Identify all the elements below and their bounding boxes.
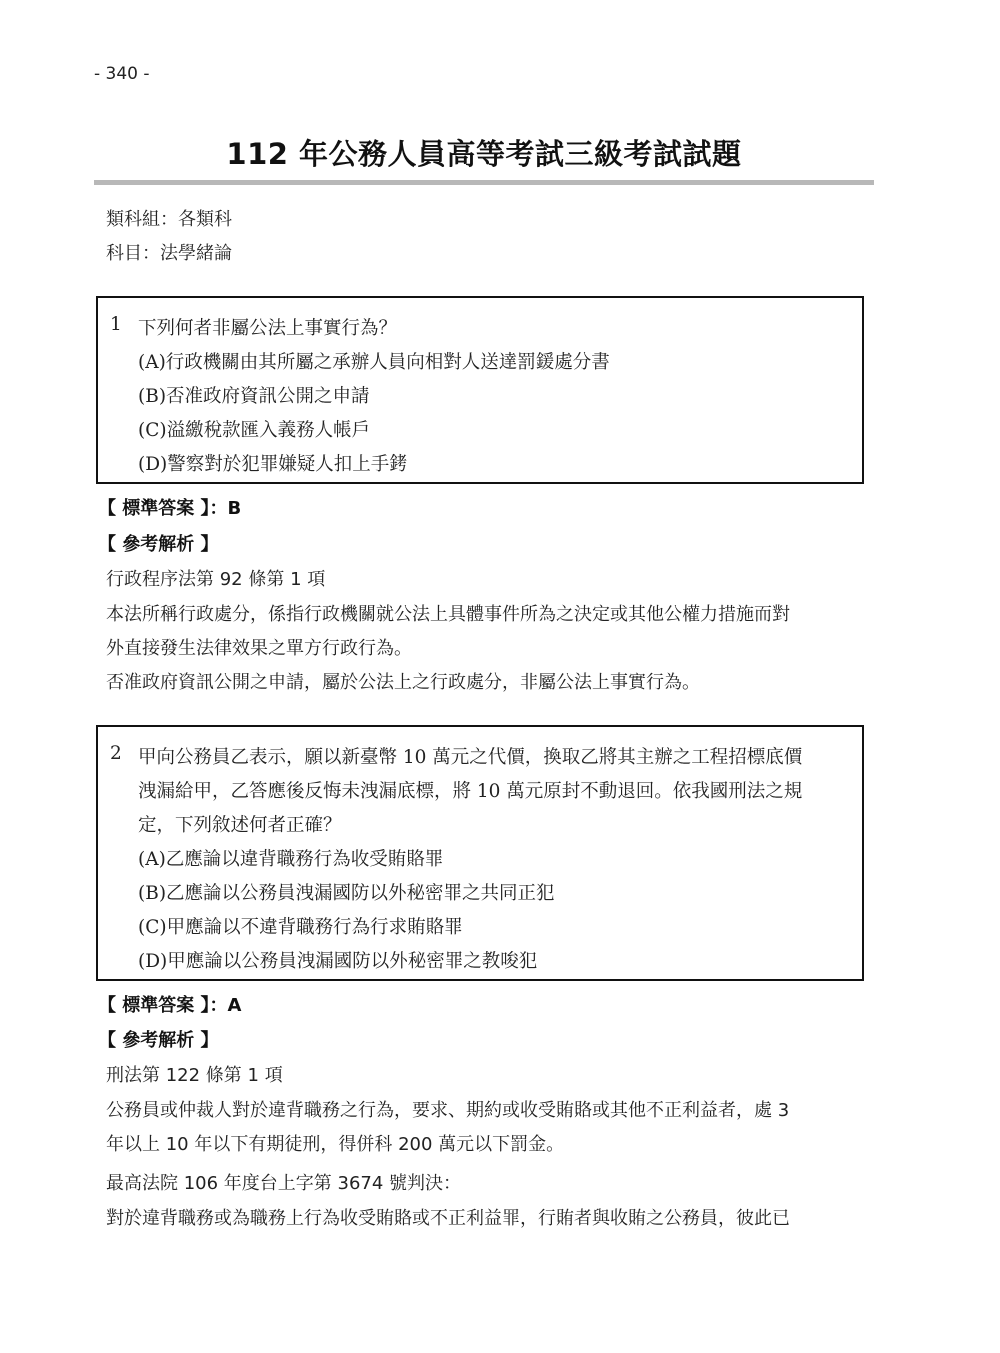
option-c: (C)溢繳稅款匯入義務人帳戶 xyxy=(138,420,371,441)
category-line: 類科組：各類科 xyxy=(106,209,232,230)
analysis-line: 否准政府資訊公開之申請，屬於公法上之行政處分，非屬公法上事實行為。 xyxy=(106,672,700,693)
analysis-line: 年以上 10 年以下有期徒刑，得併科 200 萬元以下罰金。 xyxy=(106,1134,565,1155)
question-stem: 下列何者非屬公法上事實行為？ xyxy=(138,318,398,339)
option-c: (C)甲應論以不違背職務行為行求賄賂罪 xyxy=(138,917,463,938)
question-number: 1 xyxy=(110,314,122,335)
page-number: - 340 - xyxy=(94,64,150,84)
option-a: (A)行政機關由其所屬之承辦人員向相對人送達罰鍰處分書 xyxy=(138,352,610,373)
question-number: 2 xyxy=(110,743,122,764)
analysis-line: 對於違背職務或為職務上行為收受賄賂或不正利益罪，行賄者與收賄之公務員，彼此已 xyxy=(106,1208,790,1229)
analysis-line: 公務員或仲裁人對於違背職務之行為，要求、期約或收受賄賂或其他不正利益者，處 3 xyxy=(106,1100,790,1121)
analysis-line: 刑法第 122 條第 1 項 xyxy=(106,1065,283,1086)
subject-line: 科目：法學緒論 xyxy=(106,243,232,264)
title-rule xyxy=(94,180,874,185)
option-a: (A)乙應論以違背職務行為收受賄賂罪 xyxy=(138,849,444,870)
question-stem: 甲向公務員乙表示，願以新臺幣 10 萬元之代價，換取乙將其主辦之工程招標底價 xyxy=(138,747,803,768)
option-d: (D)警察對於犯罪嫌疑人扣上手銬 xyxy=(138,454,408,475)
analysis-label: 【 參考解析 】 xyxy=(98,534,219,555)
analysis-line: 外直接發生法律效果之單方行政行為。 xyxy=(106,638,412,659)
question-stem: 定，下列敘述何者正確？ xyxy=(138,815,342,836)
option-b: (B)否准政府資訊公開之申請 xyxy=(138,386,370,407)
analysis-line: 最高法院 106 年度台上字第 3674 號判決： xyxy=(106,1173,462,1194)
question-1-box xyxy=(96,296,864,484)
page-title: 112 年公務人員高等考試三級考試試題 xyxy=(226,137,742,171)
analysis-label: 【 參考解析 】 xyxy=(98,1030,219,1051)
answer-label: 【 標準答案 】：A xyxy=(98,995,242,1016)
answer-label: 【 標準答案 】：B xyxy=(98,498,242,519)
analysis-line: 行政程序法第 92 條第 1 項 xyxy=(106,569,326,590)
option-b: (B)乙應論以公務員洩漏國防以外秘密罪之共同正犯 xyxy=(138,883,555,904)
analysis-line: 本法所稱行政處分，係指行政機關就公法上具體事件所為之決定或其他公權力措施而對 xyxy=(106,604,790,625)
question-stem: 洩漏給甲，乙答應後反悔未洩漏底標，將 10 萬元原封不動退回。依我國刑法之規 xyxy=(138,781,803,802)
option-d: (D)甲應論以公務員洩漏國防以外秘密罪之教唆犯 xyxy=(138,951,538,972)
question-2-box xyxy=(96,725,864,981)
